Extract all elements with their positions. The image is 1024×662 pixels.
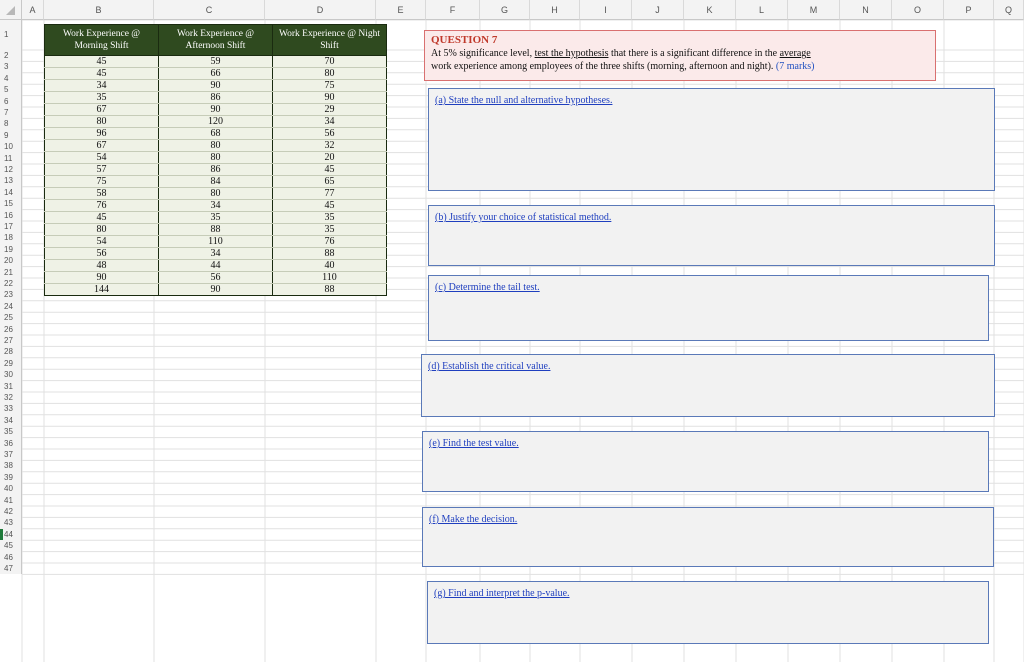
part-c-label: (c) Determine the tail test. <box>435 282 540 293</box>
table-cell[interactable]: 86 <box>159 164 273 176</box>
question-text-line2: work experience among employees of the three shifts (morning, afternoon and night). (7 marks) <box>431 61 815 72</box>
table-row <box>45 152 387 164</box>
row-header-12[interactable]: 12 <box>0 164 22 175</box>
row-header-20[interactable]: 20 <box>0 255 22 266</box>
table-cell[interactable]: 45 <box>45 212 159 224</box>
header-afternoon[interactable]: Work Experience @ Afternoon Shift <box>159 25 273 56</box>
row-header-22[interactable]: 22 <box>0 278 22 289</box>
table-cell[interactable]: 88 <box>273 284 387 296</box>
table-row <box>45 56 387 68</box>
row-header-46[interactable]: 46 <box>0 552 22 563</box>
row-header-27[interactable]: 27 <box>0 335 22 346</box>
row-header-42[interactable]: 42 <box>0 506 22 517</box>
column-header-f[interactable]: F <box>426 0 480 20</box>
table-cell[interactable]: 80 <box>159 140 273 152</box>
table-row <box>45 236 387 248</box>
row-header-11[interactable]: 11 <box>0 153 22 164</box>
row-header-44[interactable]: 44 <box>0 529 22 540</box>
part-b-box[interactable] <box>428 205 995 266</box>
table-row <box>45 212 387 224</box>
table-cell[interactable]: 34 <box>45 80 159 92</box>
row-header-24[interactable]: 24 <box>0 301 22 312</box>
table-row <box>45 248 387 260</box>
table-cell[interactable]: 80 <box>45 116 159 128</box>
table-cell[interactable]: 54 <box>45 152 159 164</box>
row-header-35[interactable]: 35 <box>0 426 22 437</box>
row-header-3[interactable]: 3 <box>0 61 22 72</box>
question-box[interactable] <box>424 30 936 81</box>
table-cell[interactable]: 120 <box>159 116 273 128</box>
table-cell[interactable]: 44 <box>159 260 273 272</box>
part-d-box[interactable] <box>421 354 995 417</box>
table-cell[interactable]: 45 <box>45 68 159 80</box>
table-cell[interactable]: 88 <box>159 224 273 236</box>
row-header-34[interactable]: 34 <box>0 415 22 426</box>
row-header-31[interactable]: 31 <box>0 381 22 392</box>
row-header-26[interactable]: 26 <box>0 324 22 335</box>
table-cell[interactable]: 56 <box>45 248 159 260</box>
header-night[interactable]: Work Experience @ Night Shift <box>273 25 387 56</box>
part-a-label: (a) State the null and alternative hypotheses. <box>435 95 613 106</box>
column-header-d[interactable]: D <box>265 0 376 20</box>
row-header-6[interactable]: 6 <box>0 96 22 107</box>
work-experience-table <box>44 24 387 296</box>
column-header-q[interactable]: Q <box>994 0 1024 20</box>
column-header-g[interactable]: G <box>480 0 530 20</box>
table-cell[interactable]: 90 <box>45 272 159 284</box>
table-cell[interactable]: 56 <box>273 128 387 140</box>
column-header-l[interactable]: L <box>736 0 788 20</box>
row-header-13[interactable]: 13 <box>0 175 22 186</box>
table-cell[interactable]: 67 <box>45 140 159 152</box>
question-title: QUESTION 7 <box>431 34 498 46</box>
table-cell[interactable]: 110 <box>159 236 273 248</box>
column-header-j[interactable]: J <box>632 0 684 20</box>
table-cell[interactable]: 32 <box>273 140 387 152</box>
select-all-corner[interactable] <box>0 0 22 20</box>
table-cell[interactable]: 58 <box>45 188 159 200</box>
part-a-box[interactable] <box>428 88 995 191</box>
row-header-30[interactable]: 30 <box>0 369 22 380</box>
table-cell[interactable]: 80 <box>45 224 159 236</box>
table-row <box>45 272 387 284</box>
column-header-m[interactable]: M <box>788 0 840 20</box>
row-header-38[interactable]: 38 <box>0 460 22 471</box>
table-cell[interactable]: 84 <box>159 176 273 188</box>
row-header-36[interactable]: 36 <box>0 438 22 449</box>
table-cell[interactable]: 80 <box>273 68 387 80</box>
table-cell[interactable]: 77 <box>273 188 387 200</box>
table-cell[interactable]: 90 <box>159 284 273 296</box>
row-header-7[interactable]: 7 <box>0 107 22 118</box>
row-header-43[interactable]: 43 <box>0 517 22 528</box>
table-cell[interactable]: 40 <box>273 260 387 272</box>
table-cell[interactable]: 35 <box>45 92 159 104</box>
table-cell[interactable]: 90 <box>159 80 273 92</box>
table-cell[interactable]: 86 <box>159 92 273 104</box>
table-row <box>45 260 387 272</box>
table-cell[interactable]: 90 <box>273 92 387 104</box>
table-cell[interactable]: 144 <box>45 284 159 296</box>
part-e-box[interactable] <box>422 431 989 492</box>
table-cell[interactable]: 57 <box>45 164 159 176</box>
row-header-29[interactable]: 29 <box>0 358 22 369</box>
table-cell[interactable]: 65 <box>273 176 387 188</box>
column-header-o[interactable]: O <box>892 0 944 20</box>
question-marks: (7 marks) <box>775 61 815 72</box>
table-cell[interactable]: 45 <box>273 200 387 212</box>
table-cell[interactable]: 66 <box>159 68 273 80</box>
question-text: At 5% significance level, test the hypothesis that there is a significant difference in the average <box>431 48 811 59</box>
table-cell[interactable]: 20 <box>273 152 387 164</box>
column-header-h[interactable]: H <box>530 0 580 20</box>
table-row <box>45 224 387 236</box>
table-cell[interactable]: 45 <box>273 164 387 176</box>
part-f-label: (f) Make the decision. <box>429 514 518 525</box>
table-cell[interactable]: 96 <box>45 128 159 140</box>
table-row <box>45 164 387 176</box>
table-row <box>45 188 387 200</box>
row-header-21[interactable]: 21 <box>0 267 22 278</box>
row-header-32[interactable]: 32 <box>0 392 22 403</box>
table-row <box>45 80 387 92</box>
column-header-e[interactable]: E <box>376 0 426 20</box>
column-header-k[interactable]: K <box>684 0 736 20</box>
row-header-15[interactable]: 15 <box>0 198 22 209</box>
row-header-39[interactable]: 39 <box>0 472 22 483</box>
table-cell[interactable]: 48 <box>45 260 159 272</box>
table-cell[interactable]: 45 <box>45 56 159 68</box>
column-header-a[interactable]: A <box>22 0 44 20</box>
table-cell[interactable]: 68 <box>159 128 273 140</box>
row-header-19[interactable]: 19 <box>0 244 22 255</box>
table-cell[interactable]: 88 <box>273 248 387 260</box>
table-row <box>45 92 387 104</box>
table-cell[interactable]: 35 <box>273 224 387 236</box>
table-cell[interactable]: 35 <box>159 212 273 224</box>
row-header-10[interactable]: 10 <box>0 141 22 152</box>
table-cell[interactable]: 56 <box>159 272 273 284</box>
row-header-5[interactable]: 5 <box>0 84 22 95</box>
part-e-label: (e) Find the test value. <box>429 438 519 449</box>
table-cell[interactable]: 110 <box>273 272 387 284</box>
part-g-label: (g) Find and interpret the p-value. <box>434 588 570 599</box>
table-cell[interactable]: 34 <box>273 116 387 128</box>
part-d-label: (d) Establish the critical value. <box>428 361 551 372</box>
row-header-1[interactable]: 1 <box>0 20 22 50</box>
table-cell[interactable]: 80 <box>159 152 273 164</box>
row-header-25[interactable]: 25 <box>0 312 22 323</box>
table-row <box>45 116 387 128</box>
column-header-b[interactable]: B <box>44 0 154 20</box>
column-header-i[interactable]: I <box>580 0 632 20</box>
part-b-label: (b) Justify your choice of statistical method. <box>435 212 612 223</box>
table-cell[interactable]: 54 <box>45 236 159 248</box>
table-cell[interactable]: 75 <box>45 176 159 188</box>
row-header-8[interactable]: 8 <box>0 118 22 129</box>
row-header-40[interactable]: 40 <box>0 483 22 494</box>
part-g-box[interactable] <box>427 581 989 644</box>
row-header-14[interactable]: 14 <box>0 187 22 198</box>
header-morning[interactable]: Work Experience @ Morning Shift <box>45 25 159 56</box>
table-cell[interactable]: 76 <box>273 236 387 248</box>
table-row <box>45 200 387 212</box>
row-header-2[interactable]: 2 <box>0 50 22 61</box>
row-header-9[interactable]: 9 <box>0 130 22 141</box>
table-cell[interactable]: 70 <box>273 56 387 68</box>
table-cell[interactable]: 67 <box>45 104 159 116</box>
table-cell[interactable]: 75 <box>273 80 387 92</box>
table-row <box>45 68 387 80</box>
part-f-box[interactable] <box>422 507 994 567</box>
table-cell[interactable]: 34 <box>159 248 273 260</box>
row-header-23[interactable]: 23 <box>0 289 22 300</box>
table-row <box>45 176 387 188</box>
table-cell[interactable]: 76 <box>45 200 159 212</box>
table-cell[interactable]: 34 <box>159 200 273 212</box>
row-header-41[interactable]: 41 <box>0 495 22 506</box>
row-header-17[interactable]: 17 <box>0 221 22 232</box>
table-row <box>45 284 387 296</box>
column-header-n[interactable]: N <box>840 0 892 20</box>
part-c-box[interactable] <box>428 275 989 341</box>
row-header-37[interactable]: 37 <box>0 449 22 460</box>
row-header-18[interactable]: 18 <box>0 232 22 243</box>
table-cell[interactable]: 90 <box>159 104 273 116</box>
row-header-4[interactable]: 4 <box>0 73 22 84</box>
table-cell[interactable]: 35 <box>273 212 387 224</box>
table-header-row <box>45 25 387 56</box>
row-header-47[interactable]: 47 <box>0 563 22 574</box>
table-cell[interactable]: 59 <box>159 56 273 68</box>
table-row <box>45 128 387 140</box>
column-header-c[interactable]: C <box>154 0 265 20</box>
table-cell[interactable]: 80 <box>159 188 273 200</box>
table-row <box>45 104 387 116</box>
table-row <box>45 140 387 152</box>
column-header-p[interactable]: P <box>944 0 994 20</box>
row-header-28[interactable]: 28 <box>0 346 22 357</box>
row-header-33[interactable]: 33 <box>0 403 22 414</box>
row-header-16[interactable]: 16 <box>0 210 22 221</box>
row-header-45[interactable]: 45 <box>0 540 22 551</box>
table-cell[interactable]: 29 <box>273 104 387 116</box>
